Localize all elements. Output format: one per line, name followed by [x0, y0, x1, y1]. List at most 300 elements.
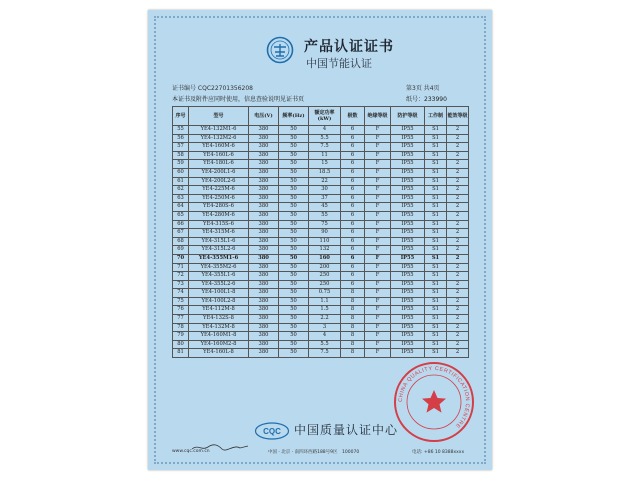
table-cell: 380 — [249, 220, 279, 229]
table-cell: YE4-112M-8 — [189, 306, 249, 315]
table-cell: 50 — [279, 194, 309, 203]
table-cell: 50 — [279, 315, 309, 324]
table-row — [173, 349, 469, 358]
table-cell: S1 — [425, 160, 447, 169]
table-cell: 15 — [309, 160, 341, 169]
table-cell: S1 — [425, 332, 447, 341]
table-cell: IP55 — [391, 263, 425, 272]
table-cell: IP55 — [391, 229, 425, 238]
table-cell: YE4-132M2-6 — [189, 134, 249, 143]
table-cell: 79 — [173, 332, 189, 341]
table-row — [173, 254, 469, 263]
table-cell: 2 — [447, 126, 469, 135]
table-cell: 2 — [447, 289, 469, 298]
table-cell: 6 — [341, 143, 365, 152]
table-cell: F — [365, 134, 391, 143]
column-header: 能效等级 — [447, 107, 469, 126]
table-cell: 380 — [249, 177, 279, 186]
table-cell: 380 — [249, 272, 279, 281]
table-cell: F — [365, 186, 391, 195]
table-cell: F — [365, 323, 391, 332]
table-cell: IP55 — [391, 272, 425, 281]
table-cell: IP55 — [391, 126, 425, 135]
table-cell: S1 — [425, 246, 447, 255]
table-cell: IP55 — [391, 203, 425, 212]
table-cell: 380 — [249, 203, 279, 212]
table-cell: 6 — [341, 160, 365, 169]
table-cell: 6 — [341, 246, 365, 255]
table-cell: 62 — [173, 186, 189, 195]
table-cell: 75 — [173, 297, 189, 306]
table-cell: 59 — [173, 160, 189, 169]
table-cell: 50 — [279, 272, 309, 281]
column-header: 防护等级 — [391, 107, 425, 126]
table-cell: F — [365, 349, 391, 358]
table-row — [173, 237, 469, 246]
table-cell: IP55 — [391, 332, 425, 341]
table-cell: 380 — [249, 340, 279, 349]
table-cell: F — [365, 203, 391, 212]
table-cell: 50 — [279, 306, 309, 315]
table-cell: 8 — [341, 289, 365, 298]
table-cell: YE4-160L-8 — [189, 349, 249, 358]
table-cell: 56 — [173, 134, 189, 143]
table-cell: 380 — [249, 194, 279, 203]
table-row — [173, 220, 469, 229]
table-cell: 250 — [309, 272, 341, 281]
table-row — [173, 126, 469, 135]
table-cell: IP55 — [391, 143, 425, 152]
table-cell: YE4-200L1-6 — [189, 168, 249, 177]
table-cell: 2 — [447, 237, 469, 246]
table-cell: IP55 — [391, 297, 425, 306]
signature-icon — [190, 442, 250, 452]
table-cell: 8 — [341, 323, 365, 332]
table-cell: 50 — [279, 280, 309, 289]
table-cell: IP55 — [391, 220, 425, 229]
table-cell: 380 — [249, 349, 279, 358]
table-row — [173, 168, 469, 177]
table-cell: IP55 — [391, 254, 425, 263]
table-cell: 200 — [309, 263, 341, 272]
table-cell: 2 — [447, 194, 469, 203]
table-cell: 2 — [447, 151, 469, 160]
table-cell: 380 — [249, 151, 279, 160]
energy-saving-logo-icon — [266, 36, 294, 64]
table-cell: 6 — [341, 151, 365, 160]
table-cell: 61 — [173, 177, 189, 186]
issuer-website: www.cqc.com.cn — [172, 449, 210, 454]
table-cell: 76 — [173, 306, 189, 315]
table-cell: YE4-160M2-8 — [189, 340, 249, 349]
column-header: 额定功率(kW) — [309, 107, 341, 126]
table-cell: 37 — [309, 194, 341, 203]
table-cell: F — [365, 126, 391, 135]
table-cell: 2 — [447, 332, 469, 341]
table-cell: 2 — [447, 203, 469, 212]
table-cell: IP55 — [391, 211, 425, 220]
table-cell: F — [365, 306, 391, 315]
table-cell: 65 — [173, 211, 189, 220]
table-cell: F — [365, 289, 391, 298]
table-cell: 8 — [341, 315, 365, 324]
table-cell: IP55 — [391, 306, 425, 315]
stamp-text: CHINA QUALITY CERTIFICATION CENTRE — [397, 365, 471, 430]
table-cell: 1.1 — [309, 297, 341, 306]
table-cell: S1 — [425, 297, 447, 306]
table-cell: 380 — [249, 134, 279, 143]
table-cell: F — [365, 168, 391, 177]
table-cell: S1 — [425, 186, 447, 195]
table-cell: F — [365, 229, 391, 238]
table-cell: S1 — [425, 315, 447, 324]
table-cell: 50 — [279, 134, 309, 143]
table-row — [173, 323, 469, 332]
table-cell: 6 — [341, 263, 365, 272]
table-row — [173, 263, 469, 272]
column-header: 极数 — [341, 107, 365, 126]
table-cell: 380 — [249, 315, 279, 324]
table-cell: 6 — [341, 177, 365, 186]
table-cell: 50 — [279, 220, 309, 229]
table-cell: 2 — [447, 297, 469, 306]
table-cell: 81 — [173, 349, 189, 358]
table-cell: 2 — [447, 246, 469, 255]
table-cell: YE4-132M-8 — [189, 323, 249, 332]
table-cell: 2 — [447, 323, 469, 332]
table-cell: 380 — [249, 254, 279, 263]
table-cell: 2 — [447, 134, 469, 143]
table-cell: YE4-200L2-6 — [189, 177, 249, 186]
table-cell: 8 — [341, 349, 365, 358]
table-row — [173, 280, 469, 289]
table-cell: IP55 — [391, 237, 425, 246]
table-cell: 6 — [341, 254, 365, 263]
table-cell: 58 — [173, 151, 189, 160]
table-cell: IP55 — [391, 194, 425, 203]
table-cell: IP55 — [391, 246, 425, 255]
column-header: 电压(V) — [249, 107, 279, 126]
table-cell: 2 — [447, 340, 469, 349]
table-cell: 2 — [447, 143, 469, 152]
table-cell: S1 — [425, 280, 447, 289]
table-cell: 7.5 — [309, 143, 341, 152]
table-cell: 6 — [341, 134, 365, 143]
table-row — [173, 297, 469, 306]
table-cell: 380 — [249, 186, 279, 195]
table-cell: 70 — [173, 254, 189, 263]
table-row — [173, 186, 469, 195]
table-cell: 8 — [341, 306, 365, 315]
page-number: 第3页 共4页 — [406, 85, 440, 92]
table-cell: YE4-315L1-6 — [189, 237, 249, 246]
table-cell: YE4-315S-6 — [189, 220, 249, 229]
table-cell: S1 — [425, 263, 447, 272]
table-cell: F — [365, 237, 391, 246]
table-cell: 50 — [279, 203, 309, 212]
table-cell: 50 — [279, 168, 309, 177]
issuer-phone: 电话: +86 10 8388xxxx — [412, 450, 465, 455]
table-cell: 160 — [309, 254, 341, 263]
table-cell: 11 — [309, 151, 341, 160]
table-cell: YE4-100L1-8 — [189, 289, 249, 298]
table-row — [173, 332, 469, 341]
table-cell: IP55 — [391, 280, 425, 289]
table-cell: 2 — [447, 272, 469, 281]
table-cell: F — [365, 254, 391, 263]
table-cell: IP55 — [391, 315, 425, 324]
table-cell: F — [365, 160, 391, 169]
table-row — [173, 306, 469, 315]
table-cell: 90 — [309, 229, 341, 238]
table-cell: F — [365, 332, 391, 341]
table-cell: 380 — [249, 280, 279, 289]
table-cell: 30 — [309, 186, 341, 195]
table-cell: 66 — [173, 220, 189, 229]
table-cell: 22 — [309, 177, 341, 186]
table-row — [173, 134, 469, 143]
table-cell: S1 — [425, 289, 447, 298]
table-cell: 4 — [309, 332, 341, 341]
table-cell: 380 — [249, 229, 279, 238]
table-cell: S1 — [425, 323, 447, 332]
table-cell: S1 — [425, 203, 447, 212]
table-cell: IP55 — [391, 168, 425, 177]
table-cell: 380 — [249, 237, 279, 246]
column-header: 型号 — [189, 107, 249, 126]
table-cell: S1 — [425, 349, 447, 358]
table-cell: YE4-315L2-6 — [189, 246, 249, 255]
table-row — [173, 203, 469, 212]
table-cell: 55 — [173, 126, 189, 135]
column-header: 绝缘等级 — [365, 107, 391, 126]
table-cell: S1 — [425, 126, 447, 135]
table-cell: 380 — [249, 126, 279, 135]
table-cell: 60 — [173, 168, 189, 177]
table-cell: 50 — [279, 297, 309, 306]
table-cell: 50 — [279, 211, 309, 220]
table-cell: S1 — [425, 220, 447, 229]
table-row — [173, 194, 469, 203]
table-row — [173, 211, 469, 220]
table-cell: 63 — [173, 194, 189, 203]
table-cell: YE4-160M-6 — [189, 143, 249, 152]
table-cell: F — [365, 194, 391, 203]
table-cell: 3 — [309, 323, 341, 332]
table-cell: F — [365, 340, 391, 349]
table-cell: YE4-225M-6 — [189, 186, 249, 195]
table-cell: 110 — [309, 237, 341, 246]
page-subtitle: 中国节能认证 — [306, 57, 372, 70]
table-cell: IP55 — [391, 177, 425, 186]
official-stamp-icon — [392, 360, 476, 444]
table-cell: 6 — [341, 126, 365, 135]
table-cell: YE4-250M-6 — [189, 194, 249, 203]
table-cell: IP55 — [391, 151, 425, 160]
issuer-address: 中国 · 北京 · 南四环西路188号9区 100070 — [268, 450, 360, 455]
table-cell: 380 — [249, 289, 279, 298]
table-cell: 55 — [309, 211, 341, 220]
table-cell: YE4-355M2-6 — [189, 263, 249, 272]
table-cell: 6 — [341, 237, 365, 246]
table-cell: F — [365, 263, 391, 272]
table-cell: 50 — [279, 332, 309, 341]
table-cell: 6 — [341, 211, 365, 220]
table-cell: 6 — [341, 272, 365, 281]
table-cell: 75 — [309, 220, 341, 229]
table-cell: 8 — [341, 340, 365, 349]
table-cell: 77 — [173, 315, 189, 324]
table-cell: 132 — [309, 246, 341, 255]
table-cell: 6 — [341, 220, 365, 229]
cqc-logo-icon — [254, 422, 290, 440]
table-cell: IP55 — [391, 160, 425, 169]
table-cell: 2 — [447, 254, 469, 263]
usage-note: 本证书及附件应同时使用，信息查验说明见证书页 — [172, 96, 305, 103]
page-title: 产品认证证书 — [304, 39, 394, 55]
table-cell: 50 — [279, 177, 309, 186]
table-cell: 78 — [173, 323, 189, 332]
table-cell: 68 — [173, 237, 189, 246]
column-header: 工作制 — [425, 107, 447, 126]
table-row — [173, 177, 469, 186]
cqc-logo-text: CQC — [263, 427, 281, 436]
table-cell: 2 — [447, 160, 469, 169]
certificate-page — [148, 10, 492, 470]
table-row — [173, 340, 469, 349]
table-cell: 2 — [447, 349, 469, 358]
table-cell: 50 — [279, 151, 309, 160]
column-header: 频率(Hz) — [279, 107, 309, 126]
table-cell: 6 — [341, 280, 365, 289]
table-cell: S1 — [425, 168, 447, 177]
table-cell: IP55 — [391, 186, 425, 195]
table-cell: 74 — [173, 289, 189, 298]
table-cell: 50 — [279, 340, 309, 349]
table-cell: IP55 — [391, 349, 425, 358]
table-cell: F — [365, 280, 391, 289]
table-cell: 380 — [249, 168, 279, 177]
table-row — [173, 315, 469, 324]
table-row — [173, 246, 469, 255]
table-cell: F — [365, 272, 391, 281]
table-cell: IP55 — [391, 323, 425, 332]
table-cell: 4 — [309, 126, 341, 135]
column-header: 序号 — [173, 107, 189, 126]
table-cell: 2.2 — [309, 315, 341, 324]
product-table — [172, 106, 469, 358]
table-cell: 380 — [249, 143, 279, 152]
paper-number: 纸号：233990 — [406, 96, 447, 103]
table-cell: S1 — [425, 272, 447, 281]
table-cell: 50 — [279, 246, 309, 255]
table-cell: 73 — [173, 280, 189, 289]
table-cell: IP55 — [391, 134, 425, 143]
table-cell: YE4-280M-6 — [189, 211, 249, 220]
table-cell: 50 — [279, 323, 309, 332]
table-cell: F — [365, 315, 391, 324]
table-cell: S1 — [425, 306, 447, 315]
table-cell: 50 — [279, 160, 309, 169]
table-cell: 67 — [173, 229, 189, 238]
table-cell: 380 — [249, 246, 279, 255]
table-cell: F — [365, 151, 391, 160]
table-cell: YE4-355L1-6 — [189, 272, 249, 281]
table-cell: 6 — [341, 194, 365, 203]
table-cell: 2 — [447, 229, 469, 238]
table-cell: 5.5 — [309, 134, 341, 143]
table-row — [173, 151, 469, 160]
table-cell: F — [365, 246, 391, 255]
table-cell: YE4-355M1-6 — [189, 254, 249, 263]
table-cell: S1 — [425, 211, 447, 220]
table-cell: 57 — [173, 143, 189, 152]
table-cell: S1 — [425, 194, 447, 203]
table-cell: 2 — [447, 306, 469, 315]
table-header-row — [173, 107, 469, 126]
table-cell: 2 — [447, 315, 469, 324]
table-cell: 250 — [309, 280, 341, 289]
table-cell: 380 — [249, 332, 279, 341]
table-cell: YE4-132M1-6 — [189, 126, 249, 135]
table-cell: 50 — [279, 289, 309, 298]
table-cell: 1.5 — [309, 306, 341, 315]
table-cell: F — [365, 297, 391, 306]
table-cell: YE4-315M-6 — [189, 229, 249, 238]
table-cell: 69 — [173, 246, 189, 255]
table-cell: S1 — [425, 177, 447, 186]
table-cell: 71 — [173, 263, 189, 272]
table-cell: YE4-160L-6 — [189, 151, 249, 160]
table-cell: 2 — [447, 220, 469, 229]
table-cell: 72 — [173, 272, 189, 281]
table-cell: S1 — [425, 340, 447, 349]
table-cell: 6 — [341, 168, 365, 177]
table-cell: YE4-132S-8 — [189, 315, 249, 324]
table-cell: S1 — [425, 151, 447, 160]
table-cell: 380 — [249, 263, 279, 272]
table-cell: 18.5 — [309, 168, 341, 177]
table-cell: 8 — [341, 332, 365, 341]
table-cell: 2 — [447, 177, 469, 186]
table-cell: YE4-160M1-8 — [189, 332, 249, 341]
table-cell: 380 — [249, 297, 279, 306]
table-cell: 0.75 — [309, 289, 341, 298]
table-cell: 8 — [341, 297, 365, 306]
table-cell: 50 — [279, 229, 309, 238]
table-cell: IP55 — [391, 289, 425, 298]
table-cell: S1 — [425, 254, 447, 263]
table-cell: F — [365, 211, 391, 220]
table-cell: 50 — [279, 186, 309, 195]
table-cell: 50 — [279, 237, 309, 246]
table-cell: 80 — [173, 340, 189, 349]
table-cell: 6 — [341, 229, 365, 238]
table-cell: 380 — [249, 306, 279, 315]
table-cell: 2 — [447, 280, 469, 289]
table-cell: IP55 — [391, 340, 425, 349]
table-cell: S1 — [425, 134, 447, 143]
table-cell: 50 — [279, 263, 309, 272]
table-cell: YE4-355L2-6 — [189, 280, 249, 289]
table-cell: 50 — [279, 126, 309, 135]
table-cell: 2 — [447, 186, 469, 195]
table-cell: 380 — [249, 160, 279, 169]
table-row — [173, 272, 469, 281]
table-cell: YE4-100L2-8 — [189, 297, 249, 306]
table-cell: F — [365, 177, 391, 186]
table-cell: S1 — [425, 143, 447, 152]
